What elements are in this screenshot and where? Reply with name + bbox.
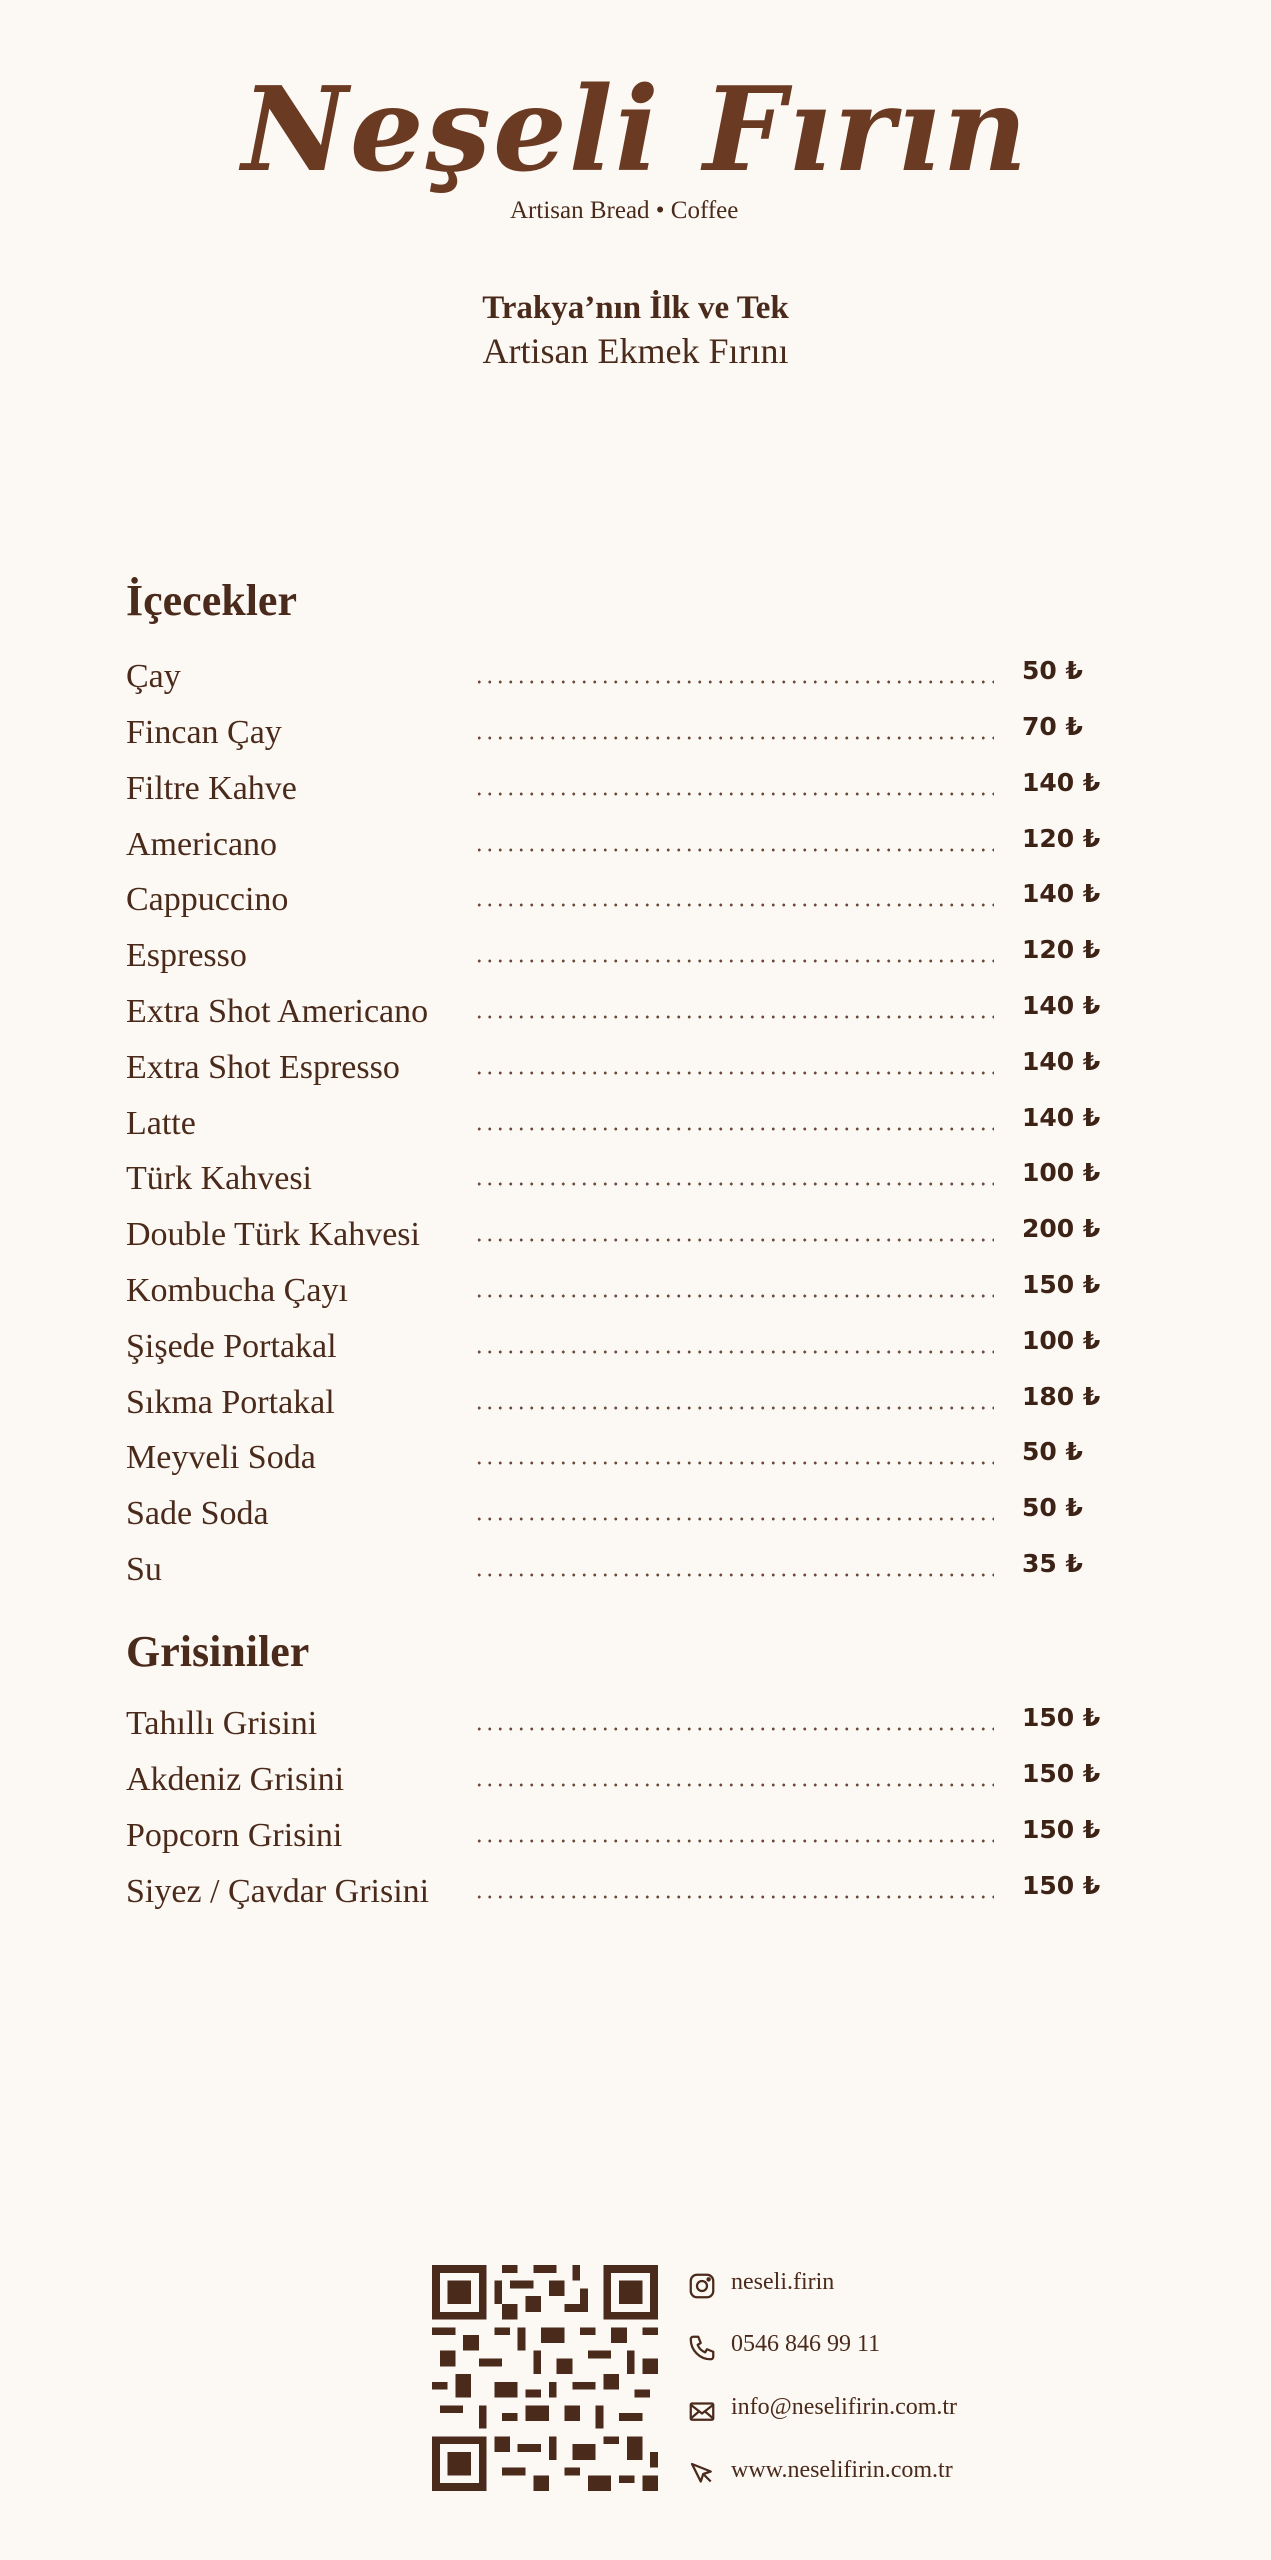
dot-leader: [474, 1895, 994, 1899]
qr-code[interactable]: [432, 2265, 658, 2491]
menu-item-name: Extra Shot Americano: [126, 993, 429, 1030]
menu-item: [0, 1873, 1271, 1923]
menu-item-price: 120 ₺: [1022, 824, 1101, 853]
menu-item-name: Meyveli Soda: [126, 1439, 316, 1476]
dot-leader: [474, 1350, 994, 1354]
dot-leader: [474, 1517, 994, 1521]
menu-item: [0, 937, 1271, 987]
menu-item: [0, 1551, 1271, 1601]
menu-item-name: Latte: [126, 1105, 196, 1142]
dot-leader: [474, 1783, 994, 1787]
menu-item: [0, 1705, 1271, 1755]
menu-item-name: Çay: [126, 658, 181, 695]
menu-item-name: Kombucha Çayı: [126, 1272, 348, 1309]
menu-item: [0, 714, 1271, 764]
brand-subtitle: Artisan Bread • Coffee: [510, 197, 739, 224]
dot-leader: [474, 903, 994, 907]
menu-item-name: Şişede Portakal: [126, 1328, 337, 1365]
menu-item-price: 150 ₺: [1022, 1871, 1101, 1900]
menu-item-price: 150 ₺: [1022, 1703, 1101, 1732]
dot-leader: [474, 1015, 994, 1019]
menu-item-name: Su: [126, 1551, 162, 1588]
menu-item-price: 120 ₺: [1022, 935, 1101, 964]
menu-item-name: Americano: [126, 826, 278, 863]
menu-item-name: Filtre Kahve: [126, 770, 297, 807]
menu-item: [0, 1495, 1271, 1545]
menu-item-price: 140 ₺: [1022, 768, 1101, 797]
menu-item-name: Extra Shot Espresso: [126, 1049, 400, 1086]
menu-item-price: 140 ₺: [1022, 1103, 1101, 1132]
mail-icon: [687, 2396, 717, 2426]
phone-icon: [687, 2333, 717, 2363]
menu-item-name: Popcorn Grisini: [126, 1817, 343, 1854]
menu-item: [0, 1049, 1271, 1099]
menu-item-price: 150 ₺: [1022, 1759, 1101, 1788]
section-title-grisiniler: Grisiniler: [126, 1627, 310, 1676]
contact-text: www.neselifirin.com.tr: [731, 2457, 953, 2483]
footer: [432, 2265, 1032, 2497]
menu-item-price: 50 ₺: [1022, 1493, 1083, 1522]
menu-item: [0, 770, 1271, 820]
dot-leader: [474, 792, 994, 796]
menu-item: [0, 1761, 1271, 1811]
dot-leader: [474, 680, 994, 684]
tagline-bold: Trakya’nın İlk ve Tek: [482, 290, 789, 326]
dot-leader: [474, 1461, 994, 1465]
dot-leader: [474, 1406, 994, 1410]
menu-item-price: 50 ₺: [1022, 656, 1083, 685]
dot-leader: [474, 1573, 994, 1577]
brand-logo: [0, 55, 1271, 235]
menu-item: [0, 881, 1271, 931]
dot-leader: [474, 1182, 994, 1186]
dot-leader: [474, 848, 994, 852]
menu-item-price: 100 ₺: [1022, 1158, 1101, 1187]
menu-item-name: Türk Kahvesi: [126, 1160, 313, 1197]
menu-item-name: Akdeniz Grisini: [126, 1761, 345, 1798]
menu-item: [0, 1439, 1271, 1489]
dot-leader: [474, 1839, 994, 1843]
menu-item-price: 70 ₺: [1022, 712, 1083, 741]
menu-item-name: Fincan Çay: [126, 714, 282, 751]
menu-item-name: Sıkma Portakal: [126, 1384, 335, 1421]
dot-leader: [474, 1294, 994, 1298]
menu-item: [0, 1328, 1271, 1378]
menu-item: [0, 658, 1271, 708]
menu-item-name: Siyez / Çavdar Grisini: [126, 1873, 430, 1910]
menu-item-price: 150 ₺: [1022, 1270, 1101, 1299]
menu-item-price: 150 ₺: [1022, 1815, 1101, 1844]
menu-item: [0, 1817, 1271, 1867]
dot-leader: [474, 1238, 994, 1242]
menu-item-price: 140 ₺: [1022, 879, 1101, 908]
dot-leader: [474, 1071, 994, 1075]
menu-item-name: Espresso: [126, 937, 247, 974]
dot-leader: [474, 736, 994, 740]
menu-item: [0, 1160, 1271, 1210]
dot-leader: [474, 1727, 994, 1731]
menu-item-name: Sade Soda: [126, 1495, 269, 1532]
menu-item-price: 200 ₺: [1022, 1214, 1101, 1243]
menu-item: [0, 993, 1271, 1043]
menu-item-price: 180 ₺: [1022, 1382, 1101, 1411]
menu-item: [0, 1384, 1271, 1434]
menu-item-price: 50 ₺: [1022, 1437, 1083, 1466]
menu-item: [0, 1216, 1271, 1266]
contact-text: info@neselifirin.com.tr: [731, 2394, 958, 2420]
menu-item-name: Double Türk Kahvesi: [126, 1216, 420, 1253]
menu-item: [0, 1105, 1271, 1155]
menu-item: [0, 1272, 1271, 1322]
menu-item-price: 35 ₺: [1022, 1549, 1083, 1578]
menu-item-name: Cappuccino: [126, 881, 289, 918]
brand-name: Neşeli Fırın: [241, 62, 1030, 198]
menu-item-price: 140 ₺: [1022, 1047, 1101, 1076]
contact-text: 0546 846 99 11: [731, 2331, 881, 2357]
cursor-icon: [687, 2459, 717, 2489]
menu-item-name: Tahıllı Grisini: [126, 1705, 318, 1742]
section-title-icecekler: İçecekler: [126, 576, 297, 625]
dot-leader: [474, 1127, 994, 1131]
instagram-icon: [687, 2271, 717, 2301]
menu-item-price: 100 ₺: [1022, 1326, 1101, 1355]
menu-item: [0, 826, 1271, 876]
dot-leader: [474, 959, 994, 963]
tagline: Artisan Ekmek Fırını: [482, 331, 789, 371]
menu-item-price: 140 ₺: [1022, 991, 1101, 1020]
contact-text: neseli.firin: [731, 2269, 835, 2295]
